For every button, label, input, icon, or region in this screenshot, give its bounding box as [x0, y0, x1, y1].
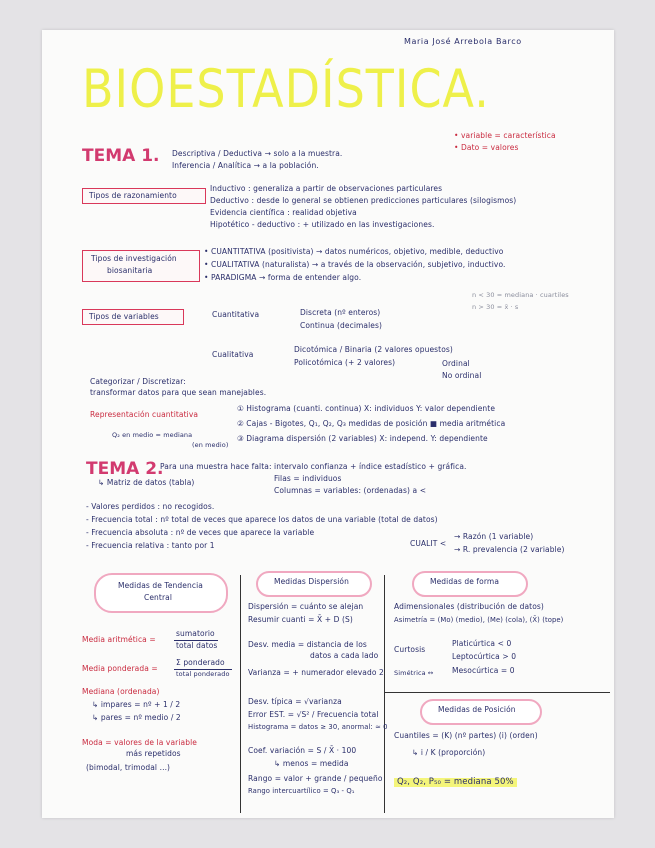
tema2-frecuencia-relativa: - Frecuencia relativa : tanto por 1 [86, 541, 215, 550]
error-estandar: Error EST. = √S² / Frecuencia total [248, 710, 379, 719]
cualit-label: CUALIT < [410, 539, 447, 548]
posicion-heading: Medidas de Posición [438, 705, 516, 714]
cualit-razon: → Razón (1 variable) [454, 532, 534, 541]
categorizar-text: transformar datos para que sean manejables. [90, 388, 267, 397]
razonamiento-deductivo: Deductivo : desde lo general se obtienen predicciones particulares (silogismos) [210, 196, 517, 205]
media-ponderada-num: Σ ponderado [176, 658, 225, 667]
variable-cualitativa: Cualitativa [212, 350, 254, 359]
dispersion-cloud [256, 571, 372, 597]
media-aritmetica-label: Media aritmética = [82, 635, 156, 644]
note-n-small: n < 30 = mediana · cuartiles [472, 291, 569, 299]
mediana-impares: ↳ impares = nº + 1 / 2 [92, 700, 181, 709]
desv-tipica: Desv. típica = √varianza [248, 697, 342, 706]
variable-cuantitativa: Cuantitativa [212, 310, 260, 319]
forma-platicurtica: Platicúrtica < 0 [452, 639, 512, 648]
tema2-frecuencia-total: - Frecuencia total : nº total de veces que aparece los datos de una variable (total de datos) [86, 515, 438, 524]
tema2-valores-perdidos: - Valores perdidos : no recogidos. [86, 502, 215, 511]
media-ponderada-den: total ponderado [176, 670, 230, 678]
desv-media: Desv. media = distancia de los [248, 640, 367, 649]
tendencia-cloud [94, 573, 228, 613]
tema2-matriz: ↳ Matriz de datos (tabla) [98, 478, 195, 487]
investigacion-paradigma: • PARADIGMA → forma de entender algo. [204, 273, 362, 282]
varianza: Varianza = + numerador elevado 2 [248, 668, 384, 677]
mediana-label: Mediana (ordenada) [82, 687, 160, 696]
variable-policotomica: Policotómica (+ 2 valores) [294, 358, 396, 367]
author-name: Maria José Arrebola Barco [404, 37, 522, 46]
variable-discreta: Discreta (nº enteros) [300, 308, 381, 317]
forma-leptocurtica: Leptocúrtica > 0 [452, 652, 517, 661]
divider-left [240, 575, 241, 813]
variable-dicotomica: Dicotómica / Binaria (2 valores opuestos) [294, 345, 453, 354]
variable-no-ordinal: No ordinal [442, 371, 482, 380]
posicion-cloud [420, 699, 542, 725]
posicion-proporcion: ↳ i / K (proporción) [412, 748, 486, 757]
representacion-dispersion: ③ Diagrama dispersión (2 variables) X: independ. Y: dependiente [237, 434, 488, 443]
posicion-mediana: Q₂, Q₂, P₅₀ = mediana 50% [394, 778, 517, 787]
media-aritmetica-num: sumatorio [176, 629, 215, 638]
tema-1-heading: TEMA 1. [82, 146, 160, 166]
categorizar-heading: Categorizar / Discretizar: [90, 377, 186, 386]
media-aritmetica-den: total datos [176, 641, 218, 650]
dispersion-resumir: Resumir cuanti = X̄ + D (S) [248, 615, 353, 624]
investigacion-cualitativa: • CUALITATIVA (naturalista) → a través de la observación, subjetivo, inductivo. [204, 260, 506, 269]
tema2-frecuencia-absoluta: - Frecuencia absoluta : nº de veces que aparece la variable [86, 528, 315, 537]
tema2-intro: Para una muestra hace falta: intervalo confianza + índice estadístico + gráfica. [160, 462, 467, 471]
representacion-heading: Representación cuantitativa [90, 410, 199, 419]
rango: Rango = valor + grande / pequeño [248, 774, 383, 783]
forma-adimensionales: Adimensionales (distribución de datos) [394, 602, 544, 611]
moda-line-3: (bimodal, trimodal ...) [86, 763, 171, 772]
forma-curtosis: Curtosis [394, 645, 426, 654]
coef-variacion-2: ↳ menos = medida [274, 759, 349, 768]
tema2-filas: Filas = individuos [274, 474, 342, 483]
tema1-branch-inferencia: Inferencia / Analítica → a la población. [172, 161, 319, 170]
investigacion-label-2: biosanitaria [107, 266, 153, 275]
dispersion-definition: Dispersión = cuánto se alejan [248, 602, 364, 611]
razonamiento-inductivo: Inductivo : generaliza a partir de observaciones particulares [210, 184, 443, 193]
variable-ordinal: Ordinal [442, 359, 470, 368]
forma-mesocurtica: Mesocúrtica = 0 [452, 666, 515, 675]
divider-right [384, 575, 385, 813]
investigacion-label-box [82, 250, 200, 282]
dispersion-heading: Medidas Dispersión [274, 577, 349, 586]
razonamiento-label: Tipos de razonamiento [89, 191, 177, 200]
investigacion-cuantitativa: • CUANTITATIVA (positivista) → datos numéricos, objetivo, medible, deductivo [204, 247, 504, 256]
variables-label-box [82, 309, 184, 325]
forma-simetrica: Simétrica ↔ [394, 669, 434, 677]
desv-media-2: datos a cada lado [310, 651, 379, 660]
note-variable: • variable = característica [454, 131, 556, 140]
q2-note: Q₂ en medio = mediana [112, 431, 193, 439]
coef-variacion: Coef. variación = S / X̄ · 100 [248, 746, 357, 755]
page-title: BIOESTADÍSTICA. [82, 57, 490, 120]
moda-line-2: más repetidos [126, 749, 181, 758]
tendencia-heading-2: Central [144, 593, 173, 602]
representacion-histograma: ① Histograma (cuanti. continua) X: individuos Y: valor dependiente [237, 404, 496, 413]
forma-heading: Medidas de forma [430, 577, 500, 586]
forma-cloud [412, 571, 528, 597]
divider-horizontal [384, 692, 610, 693]
histograma-note: Histograma = datos ≥ 30, anormal: ≈ 0 [248, 723, 388, 731]
variable-continua: Continua (decimales) [300, 321, 383, 330]
tema-2-heading: TEMA 2. [86, 459, 164, 479]
cualit-prevalencia: → R. prevalencia (2 variable) [454, 545, 565, 554]
razonamiento-evidencia: Evidencia científica : realidad objetiva [210, 208, 357, 217]
notebook-page [42, 30, 614, 818]
representacion-cajas: ② Cajas - Bigotes, Q₁, Q₂, Q₃ medidas de posición ■ media aritmética [237, 419, 506, 428]
tema2-columnas: Columnas = variables: (ordenadas) a < [274, 486, 427, 495]
note-n-large: n > 30 = x̄ · s [472, 303, 519, 311]
razonamiento-hipotetico: Hipotético - deductivo : + utilizado en las investigaciones. [210, 220, 435, 229]
note-dato: • Dato = valores [454, 143, 519, 152]
tema1-branch-descriptiva: Descriptiva / Deductiva → solo a la muestra. [172, 149, 343, 158]
mediana-pares: ↳ pares = nº medio / 2 [92, 713, 181, 722]
forma-asimetria: Asimetría = (Mo) (medio), (Me) (cola), (X̄) (tope) [394, 616, 564, 624]
q2-note-2: (en medio) [192, 441, 229, 449]
rango-intercuartilico: Rango intercuartílico = Q₃ - Q₁ [248, 787, 355, 795]
variables-label: Tipos de variables [89, 312, 159, 321]
razonamiento-label-box [82, 188, 206, 204]
moda-label: Moda = valores de la variable [82, 738, 197, 747]
posicion-cuantiles: Cuantiles = (K) (nº partes) (i) (orden) [394, 731, 538, 740]
media-ponderada-label: Media ponderada = [82, 664, 158, 673]
tendencia-heading-1: Medidas de Tendencia [118, 581, 203, 590]
investigacion-label-1: Tipos de investigación [91, 254, 177, 263]
